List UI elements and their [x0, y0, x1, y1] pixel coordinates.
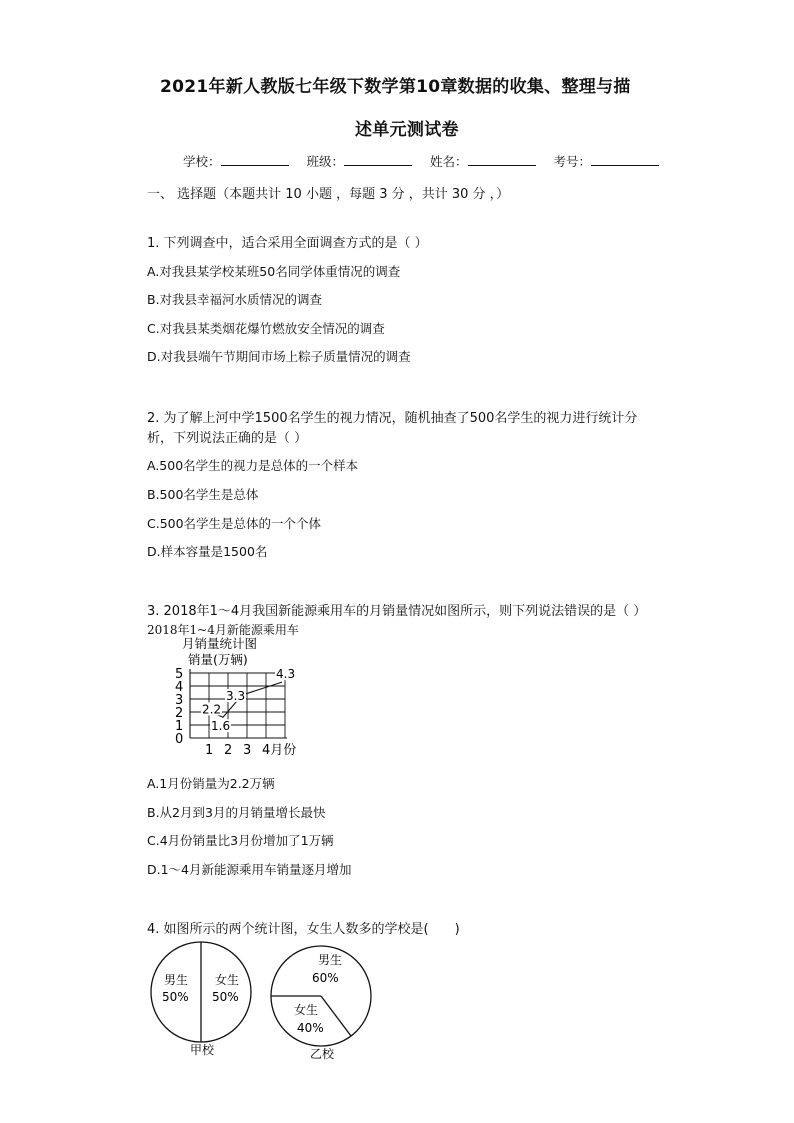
y-tick-label: 5 — [175, 667, 184, 682]
class-label: 班级： — [306, 154, 345, 169]
data-label: 2.2 — [202, 702, 222, 717]
question-2-option-d: D.样本容量是1500名 — [147, 544, 268, 559]
question-4-stem: 4. 如图所示的两个统计图，女生人数多的学校是( ) — [147, 922, 460, 937]
pie-yi-girl-label: 女生 — [294, 1003, 319, 1017]
sales-line-chart — [168, 634, 308, 756]
question-3-stem: 3. 2018年1～4月我国新能源乘用车的月销量情况如图所示，则下列说法错误的是（ ） — [147, 604, 647, 619]
page-title-line2: 述单元测试卷 — [355, 120, 459, 140]
question-2-option-c: C.500名学生是总体的一个个体 — [147, 516, 322, 531]
question-3-option-d: D.1～4月新能源乘用车销量逐月增加 — [147, 862, 352, 877]
question-2-option-a: A.500名学生的视力是总体的一个样本 — [147, 458, 359, 473]
question-3-option-c: C.4月份销量比3月份增加了1万辆 — [147, 833, 334, 848]
question-1-stem: 1. 下列调查中，适合采用全面调查方式的是（ ） — [147, 236, 428, 251]
exam-no-blank — [591, 153, 659, 166]
pie-yi — [271, 946, 371, 1061]
student-info-line — [183, 152, 677, 170]
name-label: 姓名： — [430, 154, 468, 169]
pie-jia-girl-label: 女生 — [215, 973, 240, 987]
chart-y-ticks — [175, 667, 183, 747]
chart-data-labels — [201, 667, 296, 733]
exam-no-label: 考号： — [553, 154, 592, 169]
pie-jia-boy-percent: 50% — [162, 990, 189, 1004]
y-tick-label: 3 — [175, 693, 184, 708]
chart-title: 月销量统计图 — [182, 636, 258, 651]
name-blank — [468, 153, 536, 166]
section-heading: 一、 选择题（本题共计 10 小题 ，每题 3 分 ，共计 30 分 ，） — [147, 187, 510, 202]
x-tick-label: 3 — [243, 743, 252, 756]
pie-yi-divider-2 — [321, 996, 351, 1036]
data-label: 4.3 — [276, 667, 296, 682]
y-tick-label: 4 — [175, 680, 184, 695]
pie-yi-boy-label: 男生 — [318, 953, 343, 967]
pie-yi-caption: 乙校 — [310, 1047, 335, 1061]
chart-ylabel: 销量(万辆) — [188, 652, 248, 667]
question-2-option-b: B.500名学生是总体 — [147, 487, 259, 502]
pie-jia — [151, 942, 251, 1057]
question-2-stem-line2: 析，下列说法正确的是（ ） — [147, 431, 308, 446]
data-label: 1.6 — [211, 719, 231, 734]
school-pie-charts — [146, 936, 378, 1062]
y-tick-label: 0 — [175, 732, 184, 747]
chart-x-ticks — [205, 743, 296, 756]
pie-yi-girl-percent: 40% — [297, 1021, 324, 1035]
data-label: 3.3 — [226, 689, 246, 704]
question-3-figure-caption: 2018年1~4月新能源乘用车 — [147, 623, 299, 637]
class-blank — [344, 153, 412, 166]
school-label: 学校： — [183, 154, 221, 169]
question-1-option-c: C.对我县某类烟花爆竹燃放安全情况的调查 — [147, 321, 385, 336]
y-tick-label: 2 — [175, 706, 184, 721]
pie-jia-caption: 甲校 — [190, 1043, 215, 1057]
x-tick-label: 4月份 — [262, 743, 297, 756]
pie-yi-boy-percent: 60% — [312, 971, 339, 985]
pie-jia-girl-percent: 50% — [212, 990, 239, 1004]
school-blank — [221, 153, 289, 166]
question-1-option-a: A.对我县某学校某班50名同学体重情况的调查 — [147, 264, 401, 279]
x-tick-label: 2 — [224, 743, 233, 756]
question-2-stem-line1: 2. 为了解上河中学1500名学生的视力情况，随机抽查了500名学生的视力进行统计分 — [147, 411, 638, 426]
y-tick-label: 1 — [175, 719, 184, 734]
page-title-line1: 2021年新人教版七年级下数学第10章数据的收集、整理与描 — [160, 77, 631, 97]
x-tick-label: 1 — [205, 743, 214, 756]
question-1-option-b: B.对我县幸福河水质情况的调查 — [147, 292, 323, 307]
question-3-option-b: B.从2月到3月的月销量增长最快 — [147, 805, 326, 820]
question-3-option-a: A.1月份销量为2.2万辆 — [147, 776, 275, 791]
question-1-option-d: D.对我县端午节期间市场上粽子质量情况的调查 — [147, 349, 411, 364]
pie-jia-boy-label: 男生 — [164, 973, 189, 987]
